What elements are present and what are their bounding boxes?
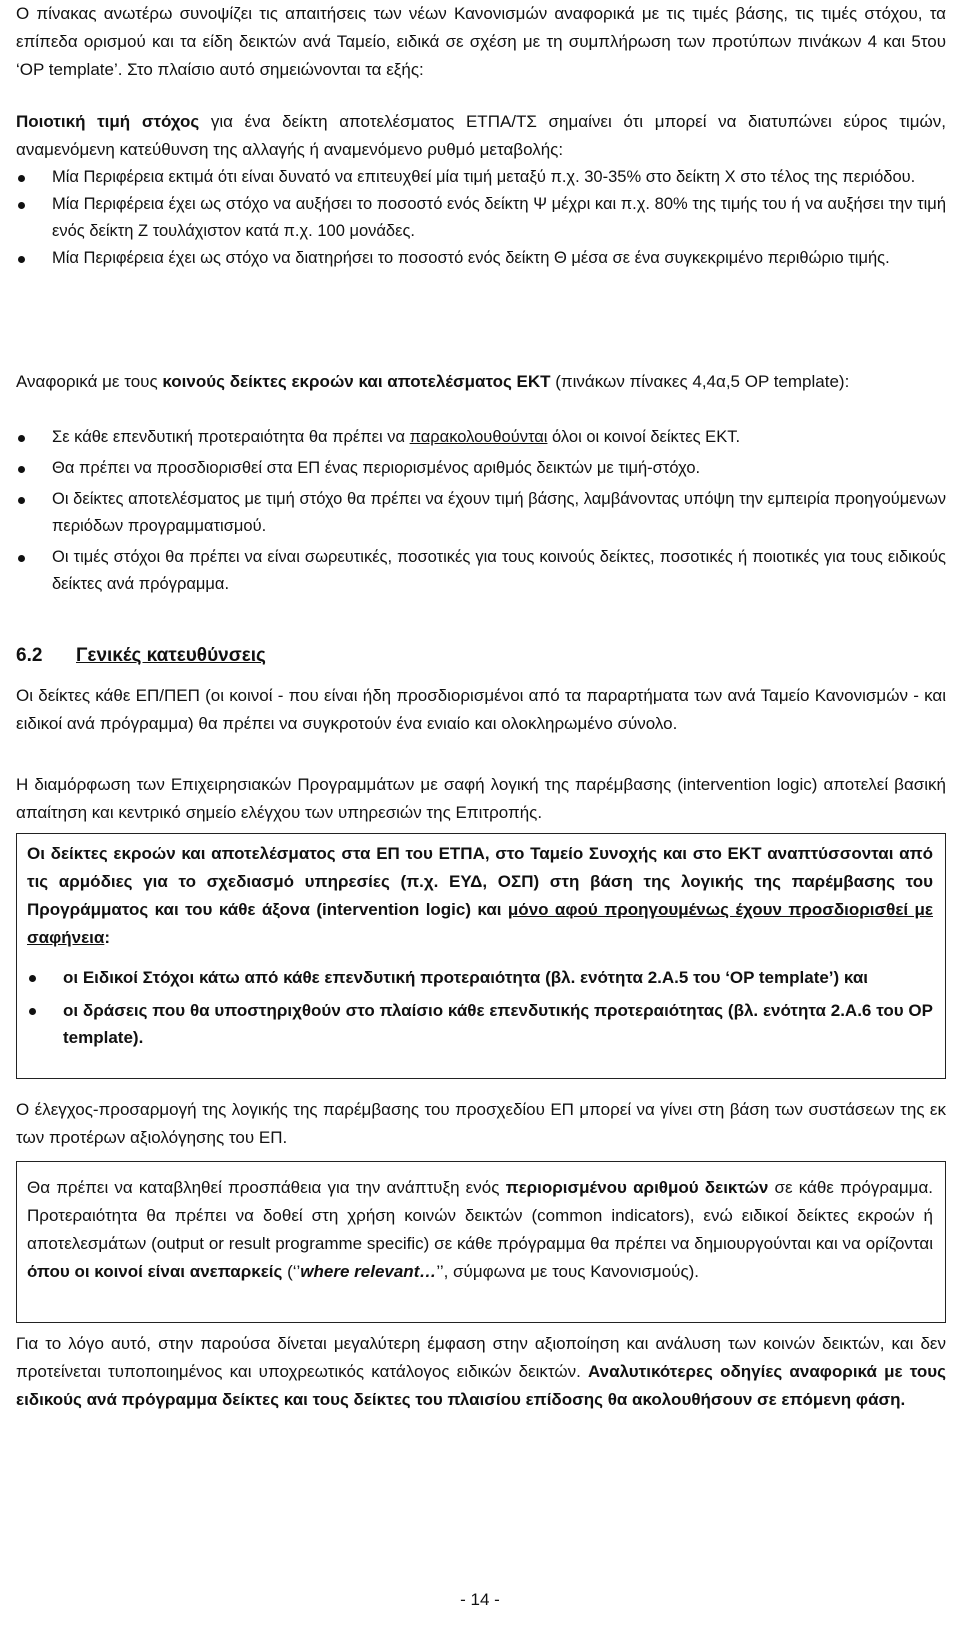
bullet-icon	[18, 555, 25, 562]
qualitative-target-paragraph	[16, 108, 946, 164]
list-item: Μία Περιφέρεια έχει ως στόχο να διατηρήσει το ποσοστό ενός δείκτη Θ μέσα σε ένα συγκεκριμένο περιθώριο τιμής.	[16, 245, 946, 272]
indicators-development-box	[16, 833, 946, 1079]
list-item: Θα πρέπει να προσδιορισθεί στα ΕΠ ένας περιορισμένος αριθμός δεικτών με τιμή-στόχο.	[16, 455, 946, 482]
box-text: Οι δείκτες εκροών και αποτελέσματος στα ΕΠ του ΕΤΠΑ, στο Ταμείο Συνοχής και στο ΕΚΤ αναπτύσσονται από τις αρμόδιες για το σχεδιασμό υπηρεσίες (π.χ. ΕΥΔ, ΟΣΠ) στη βάση της λογικής της παρέμβασης του Προγράμματος και του κάθε άξονα (intervention logic) και μόνο αφού προηγουμένως έχουν προσδιορισθεί με σαφήνεια:	[27, 844, 933, 947]
list-item: Μία Περιφέρεια εκτιμά ότι είναι δυνατό να επιτευχθεί μία τιμή μεταξύ π.χ. 30-35% στο δείκτη Χ στο τέλος της περιόδου.	[16, 164, 946, 191]
indicators-unified-paragraph: Οι δείκτες κάθε ΕΠ/ΠΕΠ (οι κοινοί - που είναι ήδη προσδιορισμένοι από τα παραρτήματα των ανά Ταμείο Κανονισμών - και ειδικοί ανά πρόγραμμα) θα πρέπει να συγκροτούν ένα ενιαίο και ολοκληρωμένο σύνολο.	[16, 686, 946, 733]
qualitative-target-text: για ένα δείκτη αποτελέσματος ΕΤΠΑ/ΤΣ σημαίνει ότι μπορεί να διατυπώνει εύρος τιμών, αναμενόμενη κατεύθυνση της αλλαγής ή αναμενόμενο ρυθμό μεταβολής:	[16, 112, 946, 159]
bullet-icon	[29, 975, 36, 982]
bullet-icon	[29, 1008, 36, 1015]
common-indicators-list	[16, 424, 946, 598]
intervention-logic-paragraph: Η διαμόρφωση των Επιχειρησιακών Προγραμμάτων με σαφή λογική της παρέμβασης (intervention logic) αποτελεί βασική απαίτηση και κεντρικό σημείο ελέγχου των υπηρεσιών της Επιτροπής.	[16, 775, 946, 822]
bullet-icon	[18, 466, 25, 473]
qualitative-target-term: Ποιοτική τιμή στόχος	[16, 112, 200, 131]
limited-indicators-box	[16, 1161, 946, 1323]
qualitative-examples-list	[16, 164, 946, 272]
common-indicators-term: κοινούς δείκτες εκροών και αποτελέσματος ΕΚΤ	[162, 372, 551, 391]
bullet-icon	[18, 175, 25, 182]
box-text: Θα πρέπει να καταβληθεί προσπάθεια για την ανάπτυξη ενός περιορισμένου αριθμού δεικτών σε κάθε πρόγραμμα. Προτεραιότητα θα πρέπει να δοθεί στη χρήση κοινών δεικτών (common indicators), ενώ ειδικοί δείκτες εκροών ή αποτελεσμάτων (output or result programme specific) σε κάθε πρόγραμμα θα πρέπει να δημιουργούνται και να ορίζονται όπου οι κοινοί είναι ανεπαρκείς (‘’where relevant…’’, σύμφωνα με τους Κανονισμούς).	[27, 1178, 934, 1281]
list-item: οι δράσεις που θα υποστηριχθούν στο πλαίσιο κάθε επενδυτικής προτεραιότητας (βλ. ενότητα 2.Α.6 του OP template).	[27, 997, 933, 1051]
common-indicators-paragraph: Αναφορικά με τους κοινούς δείκτες εκροών και αποτελέσματος ΕΚΤ (πινάκων πίνακες 4,4α,5 OP template):	[16, 372, 850, 391]
ex-ante-paragraph: Ο έλεγχος-προσαρμογή της λογικής της παρέμβασης του προσχεδίου ΕΠ μπορεί να γίνει στη βάση των συστάσεων της εκ των προτέρων αξιολόγησης του ΕΠ.	[16, 1100, 946, 1147]
list-item: Μία Περιφέρεια έχει ως στόχο να αυξήσει το ποσοστό ενός δείκτη Ψ μέχρι και π.χ. 80% της τιμής του ή να αυξήσει την τιμή ενός δείκτη Ζ τουλάχιστον κατά π.χ. 100 μονάδες.	[16, 191, 946, 245]
section-number: 6.2	[16, 645, 43, 666]
box-list	[27, 964, 933, 1051]
list-item: Οι δείκτες αποτελέσματος με τιμή στόχο θα πρέπει να έχουν τιμή βάσης, λαμβάνοντας υπόψη την εμπειρία προηγούμενων περιόδων προγραμματισμού.	[16, 486, 946, 540]
list-item: Οι τιμές στόχοι θα πρέπει να είναι σωρευτικές, ποσοτικές για τους κοινούς δείκτες, ποσοτικές ή ποιοτικές για τους ειδικούς δείκτες ανά πρόγραμμα.	[16, 544, 946, 598]
bullet-icon	[18, 497, 25, 504]
bullet-icon	[18, 202, 25, 209]
bullet-icon	[18, 435, 25, 442]
closing-paragraph: Για το λόγο αυτό, στην παρούσα δίνεται μεγαλύτερη έμφαση στην αξιοποίηση και ανάλυση των κοινών δεικτών, και δεν προτείνεται τυποποιημένος και υποχρεωτικός κατάλογος ειδικών δεικτών. Αναλυτικότερες οδηγίες αναφορικά με τους ειδικούς ανά πρόγραμμα δείκτες και τους δείκτες του πλαισίου επίδοσης θα ακολουθήσουν σε επόμενη φάση.	[16, 1334, 946, 1409]
section-heading	[16, 641, 946, 671]
list-item: Σε κάθε επενδυτική προτεραιότητα θα πρέπει να παρακολουθούνται όλοι οι κοινοί δείκτες ΕΚΤ.	[16, 424, 946, 451]
page-number: - 14 -	[460, 1590, 500, 1609]
section-title: Γενικές κατευθύνσεις	[76, 645, 266, 666]
list-item: οι Ειδικοί Στόχοι κάτω από κάθε επενδυτική προτεραιότητα (βλ. ενότητα 2.Α.5 του ‘OP template’) και	[27, 964, 933, 991]
bullet-icon	[18, 256, 25, 263]
intro-paragraph: Ο πίνακας ανωτέρω συνοψίζει τις απαιτήσεις των νέων Κανονισμών αναφορικά με τις τιμές βάσης, τις τιμές στόχου, τα επίπεδα ορισμού και τα είδη δεικτών ανά Ταμείο, ειδικά σε σχέση με τη συμπλήρωση των προτύπων πινάκων 4 και 5του ‘OP template’. Στο πλαίσιο αυτό σημειώνονται τα εξής:	[16, 4, 946, 79]
